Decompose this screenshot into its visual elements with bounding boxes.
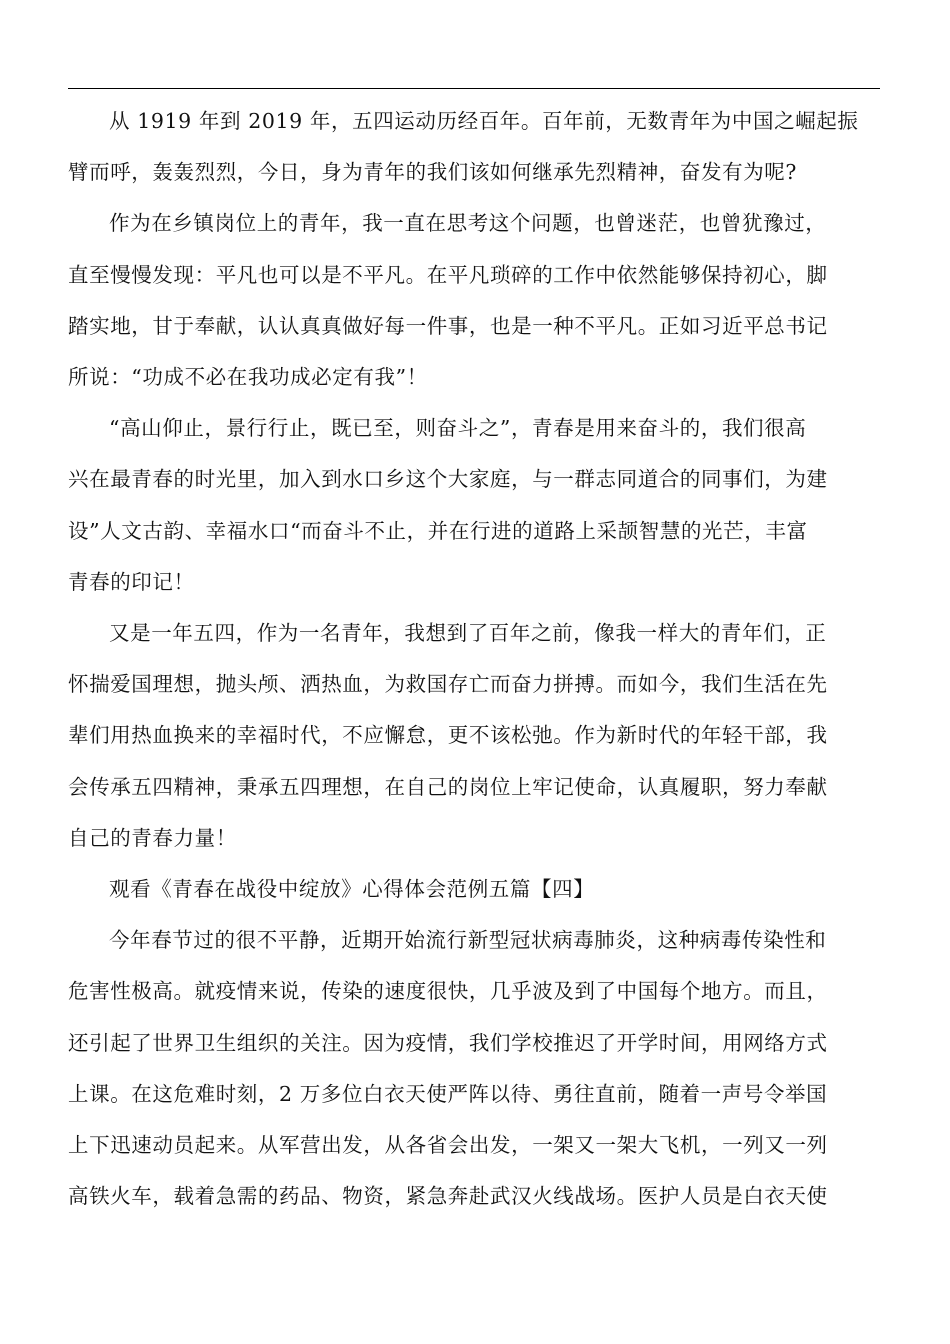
text-line: 高铁火车，载着急需的药品、物资，紧急奔赴武汉火线战场。医护人员是白衣天使 [68,1184,828,1209]
text-line: 青春的印记！ [68,569,195,594]
text-line: 臂而呼，轰轰烈烈，今日，身为青年的我们该如何继承先烈精神，奋发有为呢? [68,160,797,185]
text-line: 自己的青春力量！ [68,825,237,850]
text-line: 辈们用热血换来的幸福时代，不应懈怠，更不该松弛。作为新时代的年轻干部，我 [68,723,828,748]
header-rule [68,88,880,89]
text-line: “高山仰止，景行行止，既已至，则奋斗之”，青春是用来奋斗的，我们很高 [109,416,807,441]
section-heading-text: 观看《青春在战役中绽放》心得体会范例五篇【四】 [109,877,595,902]
text-line: 从 1919 年到 2019 年，五四运动历经百年。百年前，无数青年为中国之崛起振 [109,109,859,133]
text-line: 设”人文古韵、幸福水口“而奋斗不止，并在行进的道路上采颉智慧的光芒，丰富 [68,518,808,543]
text-line: 又是一年五四，作为一名青年，我想到了百年之前，像我一样大的青年们，正 [109,621,827,646]
text-line: 上下迅速动员起来。从军营出发，从各省会出发，一架又一架大飞机，一列又一列 [68,1133,828,1158]
text-line: 还引起了世界卫生组织的关注。因为疫情，我们学校推迟了开学时间，用网络方式 [68,1030,828,1055]
text-line: 踏实地，甘于奉献，认认真真做好每一件事，也是一种不平凡。正如习近平总书记 [68,313,828,338]
paragraph-3 [68,403,880,608]
text-line: 所说：“功成不必在我功成必定有我”！ [68,365,428,390]
text-line: 上课。在这危难时刻，2 万多位白衣天使严阵以待、勇往直前，随着一声号令举国 [68,1081,828,1106]
paragraph-5 [68,915,880,1222]
document-body [68,96,880,1222]
text-line: 怀揣爱国理想，抛头颅、洒热血，为救国存亡而奋力拼搏。而如今，我们生活在先 [68,672,828,697]
paragraph-2 [68,198,880,403]
section-heading [68,864,880,915]
paragraph-1 [68,96,880,198]
text-line: 兴在最青春的时光里，加入到水口乡这个大家庭，与一群志同道合的同事们，为建 [68,467,828,492]
text-line: 会传承五四精神，秉承五四理想，在自己的岗位上牢记使命，认真履职，努力奉献 [68,774,828,799]
text-line: 直至慢慢发现：平凡也可以是不平凡。在平凡琐碎的工作中依然能够保持初心，脚 [68,262,828,287]
text-line: 危害性极高。就疫情来说，传染的速度很快，几乎波及到了中国每个地方。而且， [68,979,828,1004]
paragraph-4 [68,608,880,864]
text-line: 作为在乡镇岗位上的青年，我一直在思考这个问题，也曾迷茫，也曾犹豫过， [109,211,827,236]
text-line: 今年春节过的很不平静，近期开始流行新型冠状病毒肺炎，这种病毒传染性和 [109,928,827,953]
